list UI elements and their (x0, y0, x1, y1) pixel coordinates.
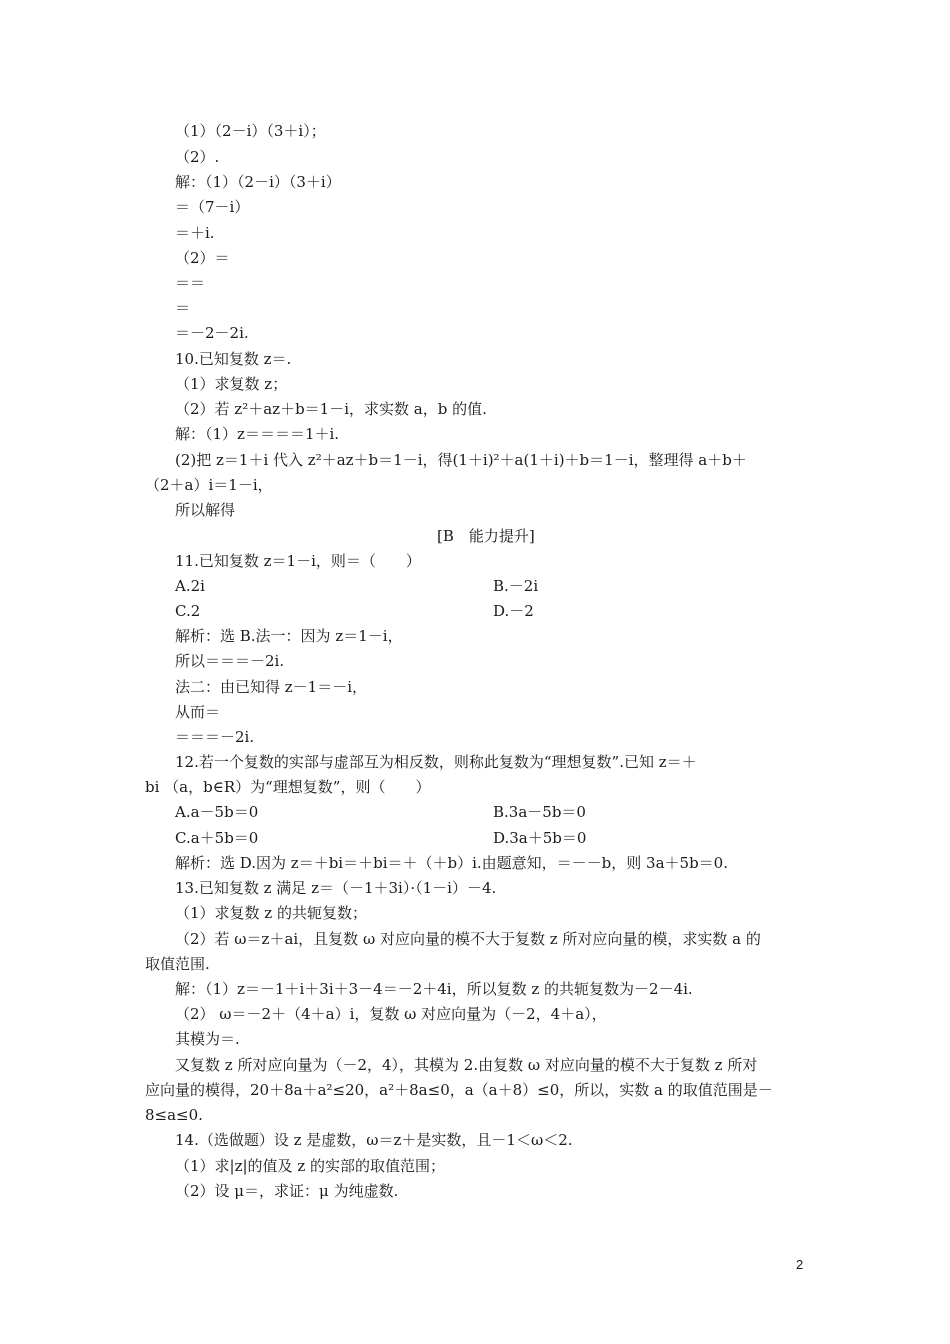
text-line: （2） ω＝－2＋（4＋a）i，复数 ω 对应向量为（－2，4＋a）， (175, 1005, 607, 1023)
text-line: （1）求|z|的值及 z 的实部的取值范围； (175, 1157, 445, 1175)
option-c: C.a＋5b＝0 (175, 829, 259, 847)
text-line: 解析：选 B.法一：因为 z＝1－i， (175, 627, 403, 645)
text-line: （2）若 z²＋az＋b＝1－i，求实数 a，b 的值. (175, 400, 487, 418)
text-line: 解析：选 D.因为 z＝＋bi＝＋bi＝＋（＋b）i.由题意知，＝－－b，则 3a＋5b＝0. (175, 854, 728, 872)
text-line: 所以解得 (175, 501, 236, 519)
text-line: 11.已知复数 z＝1－i，则＝（ ） (175, 552, 421, 570)
text-line: 14.（选做题）设 z 是虚数，ω＝z＋是实数，且－1＜ω＜2. (175, 1131, 573, 1149)
text-line: 8≤a≤0. (145, 1106, 203, 1124)
text-line: 10.已知复数 z＝. (175, 350, 292, 368)
text-line: 其模为＝. (175, 1030, 240, 1048)
text-line: （2）设 μ＝，求证：μ 为纯虚数. (175, 1182, 399, 1200)
text-line: 所以＝＝＝－2i. (175, 652, 285, 670)
text-line: （2＋a）i＝1－i， (145, 476, 273, 494)
text-line: （1）求复数 z； (175, 375, 288, 393)
text-line: ＝（7－i） (175, 198, 250, 216)
text-line: ＝－2－2i. (175, 324, 249, 342)
text-line: ＝ (175, 299, 191, 317)
text-line: 应向量的模得，20＋8a＋a²≤20，a²＋8a≤0，a（a＋8）≤0，所以，实数 a 的取值范围是－ (145, 1081, 773, 1099)
option-d: D.3a＋5b＝0 (493, 829, 587, 847)
text-line: ＝＝ (175, 274, 206, 292)
text-line: 取值范围. (145, 955, 210, 973)
text-line: （2）＝ (175, 249, 230, 267)
text-line: （1）（2－i）（3＋i）； (175, 122, 326, 140)
section-heading: [B 能力提升] (437, 527, 535, 545)
text-line: 13.已知复数 z 满足 z＝（－1＋3i）·（1－i）－4. (175, 879, 497, 897)
option-b: B.3a－5b＝0 (493, 803, 586, 821)
text-line: （2）. (175, 148, 220, 166)
text-line: 12.若一个复数的实部与虚部互为相反数，则称此复数为“理想复数”.已知 z＝＋ (175, 753, 697, 771)
text-line: 解：（1）z＝＝＝＝1＋i. (175, 425, 340, 443)
option-b: B.－2i (493, 577, 539, 595)
text-line: ＝＝＝－2i. (175, 728, 255, 746)
text-line: bi （a，b∈R）为“理想复数”，则（ ） (145, 778, 431, 796)
text-line: 从而＝ (175, 703, 221, 721)
text-line: （1）求复数 z 的共轭复数； (175, 904, 367, 922)
text-line: 法二：由已知得 z－1＝－i， (175, 678, 368, 696)
option-a: A.a－5b＝0 (175, 803, 259, 821)
option-d: D.－2 (493, 602, 534, 620)
text-line: （2）若 ω＝z＋ai，且复数 ω 对应向量的模不大于复数 z 所对应向量的模，求实数 a 的 (175, 930, 761, 948)
text-line: ＝＋i. (175, 224, 215, 242)
text-line: (2)把 z＝1＋i 代入 z²＋az＋b＝1－i，得(1＋i)²＋a(1＋i)＋b＝1－i，整理得 a＋b＋ (175, 451, 747, 469)
option-c: C.2 (175, 602, 201, 620)
text-line: 解：（1）（2－i）（3＋i） (175, 173, 341, 191)
page-number: 2 (796, 1257, 804, 1272)
option-a: A.2i (175, 577, 205, 595)
text-line: 解：（1）z＝－1＋i＋3i＋3－4＝－2＋4i，所以复数 z 的共轭复数为－2－4i. (175, 980, 693, 998)
text-line: 又复数 z 所对应向量为（－2，4），其模为 2.由复数 ω 对应向量的模不大于复数 z 所对 (175, 1056, 758, 1074)
